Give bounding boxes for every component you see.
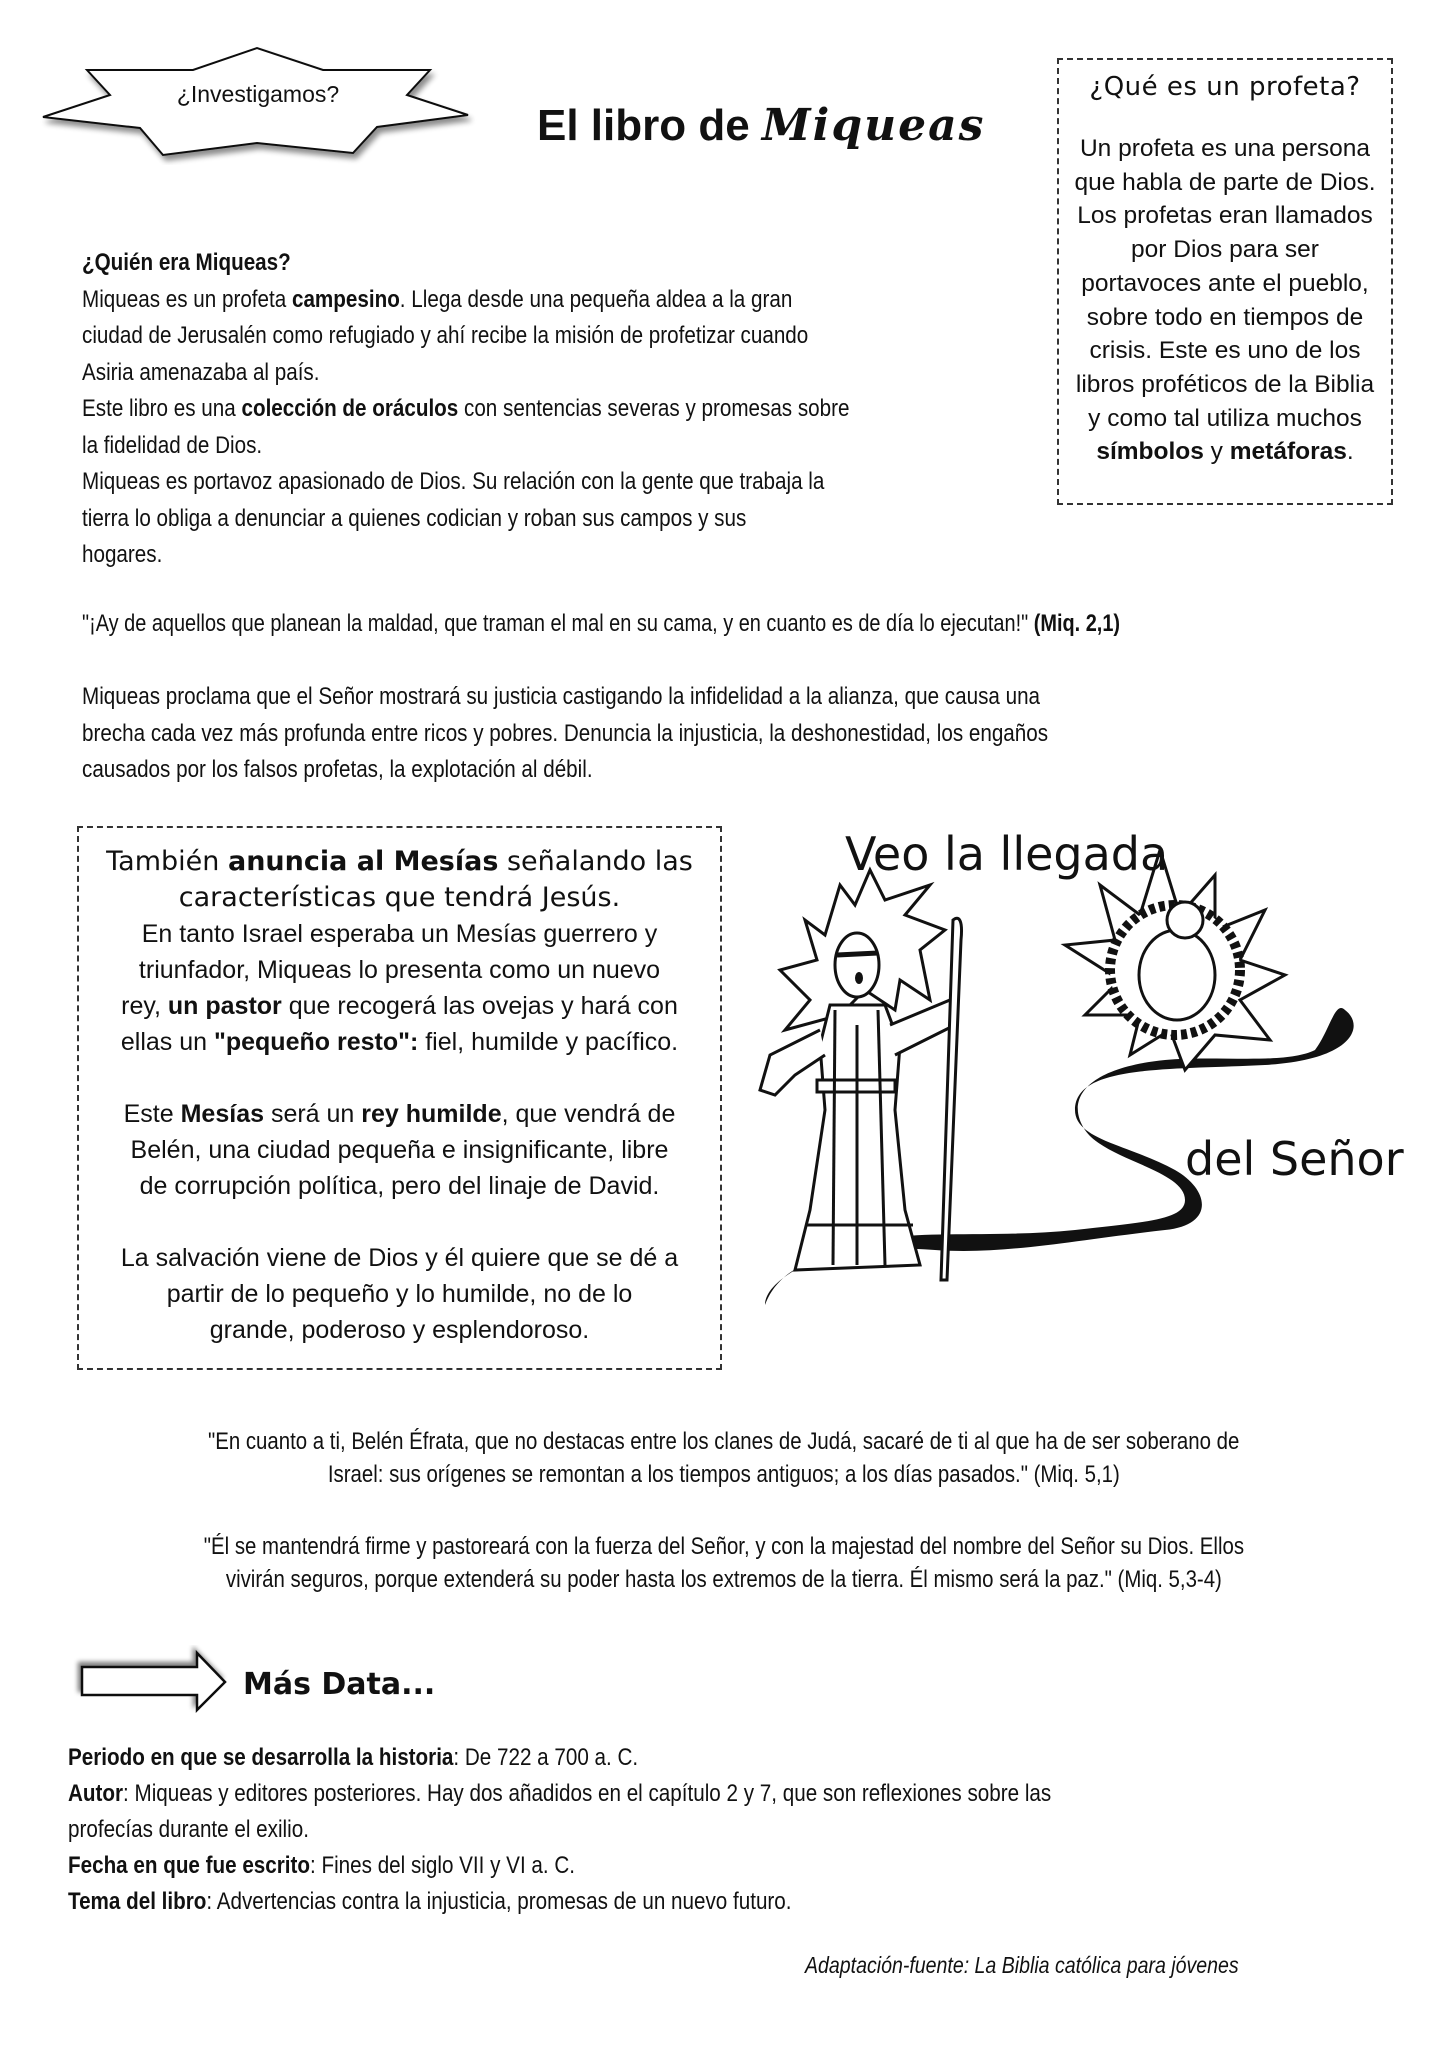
data-item-fecha	[68, 1848, 1211, 1884]
prophet-box-body	[1059, 132, 1391, 469]
quote-miq-5-3-4	[0, 1530, 1448, 1596]
prophet-line: y como tal utiliza muchos	[1088, 404, 1362, 432]
text: . Llega desde una pequeña aldea a la gran	[399, 285, 793, 313]
paragraph-line: brecha cada vez más profunda entre ricos y pobres. Denuncia la injusticia, la deshonestidad, los engaños	[82, 719, 1049, 747]
text: , que vendrá de	[501, 1100, 676, 1128]
bold-text: anuncia al Mesías	[227, 846, 499, 877]
investigamos-label: ¿Investigamos?	[176, 81, 340, 107]
paragraph-line: causados por los falsos profetas, la explotación al débil.	[82, 756, 593, 783]
intro-line: Asiria amenazaba al país.	[82, 358, 320, 386]
investigamos-badge	[30, 40, 480, 165]
data-item-autor	[68, 1776, 1211, 1812]
text: señalando las	[498, 846, 693, 877]
data-label: Autor	[68, 1780, 124, 1807]
quote-text: Israel: sus orígenes se remontan a los tiempos antiguos; a los días pasados." (Miq. 5,1)	[328, 1461, 1120, 1488]
mesias-line	[79, 1024, 720, 1060]
text: Este	[123, 1100, 181, 1128]
caption-veo-la-llegada: Veo la llegada	[845, 827, 1169, 881]
spacer	[79, 1204, 720, 1240]
data-item-autor-cont	[68, 1812, 1211, 1848]
mesias-line: La salvación viene de Dios y él quiere que se dé a	[120, 1244, 679, 1272]
intro-line: tierra lo obliga a denunciar a quienes codician y roban sus campos y sus	[82, 504, 747, 532]
bold-text: rey humilde	[361, 1100, 502, 1128]
quote-line	[0, 1530, 1448, 1563]
text: con sentencias severas y promesas sobre	[458, 395, 850, 422]
quote-wrap	[82, 610, 1120, 638]
mesias-line	[79, 988, 720, 1024]
mesias-box	[77, 826, 722, 1370]
intro-line: hogares.	[82, 541, 163, 568]
bold-metaforas: metáforas	[1229, 438, 1347, 466]
quote-miq-2-1	[82, 610, 1333, 638]
intro-heading	[82, 245, 849, 282]
intro-line: Miqueas es portavoz apasionado de Dios. Su relación con la gente que trabaja la	[82, 468, 825, 495]
intro-line	[82, 391, 849, 428]
bold-text: un pastor	[167, 992, 282, 1020]
heading-text: ¿Quién era Miqueas?	[82, 249, 291, 276]
prophet-line: crisis. Este es uno de los	[1089, 337, 1361, 365]
quote-text: "Él se mantendrá firme y pastoreará con la fuerza del Señor, y con la majestad del nombre del Señor su Dios. Ellos	[203, 1533, 1245, 1560]
mesias-content	[79, 844, 720, 1348]
data-value: : Advertencias contra la injusticia, promesas de un nuevo futuro.	[206, 1888, 792, 1915]
prophet-info-box	[1057, 58, 1393, 505]
data-label: Fecha en que fue escrito	[68, 1852, 311, 1879]
quote-line	[0, 1563, 1448, 1596]
mas-data-arrow	[70, 1645, 235, 1720]
data-value: : Fines del siglo VII y VI a. C.	[310, 1852, 576, 1879]
mesias-line	[79, 1096, 720, 1132]
bold-text: colección de oráculos	[241, 395, 459, 422]
mas-data-list	[68, 1740, 1211, 1920]
intro-line: ciudad de Jerusalén como refugiado y ahí recibe la misión de profetizar cuando	[82, 322, 809, 349]
mesias-line: En tanto Israel esperaba un Mesías guerrero y	[141, 920, 658, 948]
text: que recogerá las ovejas y hará con	[281, 992, 678, 1020]
bold-text: campesino	[291, 285, 400, 313]
data-value: : Miqueas y editores posteriores. Hay dos añadidos en el capítulo 2 y 7, que son reflexiones sobre las	[123, 1780, 1052, 1807]
prophet-illustration	[745, 810, 1425, 1330]
text: Miqueas es un profeta	[82, 285, 292, 313]
bold-text: "pequeño resto":	[214, 1028, 419, 1056]
page-title	[537, 100, 985, 151]
source-text: Adaptación-fuente: La Biblia católica para jóvenes	[805, 1952, 1239, 1978]
text: rey,	[121, 992, 168, 1020]
data-item-periodo	[68, 1740, 1211, 1776]
quote-line	[0, 1425, 1448, 1458]
quote-ref: (Miq. 2,1)	[1033, 610, 1121, 637]
prophet-line: que habla de parte de Dios.	[1074, 168, 1376, 196]
data-label: Periodo en que se desarrolla la historia	[68, 1744, 454, 1771]
quote-text: "¡Ay de aquellos que planean la maldad, que traman el mal en su cama, y en cuanto es de día lo ejecutan!"	[82, 610, 1034, 637]
paragraph-line: Miqueas proclama que el Señor mostrará su justicia castigando la infidelidad a la alianza, que causa una	[82, 683, 1041, 710]
intro-line	[82, 282, 849, 319]
mesias-line: Belén, una ciudad pequeña e insignificante, libre	[130, 1136, 669, 1164]
source-credit	[805, 1952, 1315, 1979]
prophet-line: portavoces ante el pueblo,	[1081, 269, 1369, 297]
text: .	[1346, 438, 1354, 466]
bold-simbolos: símbolos	[1096, 438, 1204, 466]
intro-section	[82, 245, 974, 574]
prophet-shepherd-icon	[745, 810, 1425, 1330]
quote-miq-5-1	[0, 1425, 1448, 1491]
title-plain: El libro de	[537, 101, 762, 150]
data-value: profecías durante el exilio.	[68, 1816, 309, 1843]
prophet-line	[1059, 435, 1391, 469]
mesias-heading-line	[79, 844, 720, 880]
text: fiel, humilde y pacífico.	[418, 1028, 679, 1056]
prophet-line: Los profetas eran llamados	[1077, 202, 1373, 230]
prophet-box-title: ¿Qué es un profeta?	[1089, 72, 1361, 102]
prophet-line: libros proféticos de la Biblia	[1075, 370, 1375, 398]
text: También	[106, 846, 228, 877]
data-value: : De 722 a 700 a. C.	[453, 1744, 639, 1771]
quote-text: vivirán seguros, porque extenderá su poder hasta los extremos de la tierra. Él mismo será la paz." (Miq. 5,3-4)	[226, 1566, 1222, 1593]
prophet-line: por Dios para ser	[1131, 236, 1319, 264]
text: y	[1203, 438, 1230, 466]
mesias-line: de corrupción política, pero del linaje de David.	[139, 1172, 660, 1200]
arrow-right-icon	[70, 1645, 235, 1720]
prophet-line: Un profeta es una persona	[1079, 135, 1371, 162]
data-item-tema	[68, 1884, 1211, 1920]
text: ellas un	[120, 1028, 214, 1056]
bold-text: Mesías	[180, 1100, 264, 1128]
quote-text: "En cuanto a ti, Belén Éfrata, que no destacas entre los clanes de Judá, sacaré de ti al que ha de ser soberano de	[208, 1428, 1240, 1455]
prophet-line: sobre todo en tiempos de	[1086, 303, 1364, 331]
spacer	[79, 1060, 720, 1096]
mesias-line: grande, poderoso y esplendoroso.	[209, 1316, 590, 1344]
data-label: Tema del libro	[68, 1888, 207, 1915]
mesias-line: triunfador, Miqueas lo presenta como un nuevo	[138, 956, 661, 984]
text: Este libro es una	[82, 395, 242, 422]
mesias-heading-line: características que tendrá Jesús.	[178, 882, 621, 913]
quote-line	[0, 1458, 1448, 1491]
mas-data-heading: Más Data...	[243, 1667, 436, 1702]
caption-del-senor: del Señor	[1185, 1132, 1404, 1186]
paragraph-justicia	[82, 679, 1205, 789]
text: será un	[264, 1100, 362, 1128]
title-fancy: Miqueas	[761, 100, 986, 151]
mesias-line: partir de lo pequeño y lo humilde, no de lo	[166, 1280, 633, 1308]
intro-line: la fidelidad de Dios.	[82, 431, 263, 459]
